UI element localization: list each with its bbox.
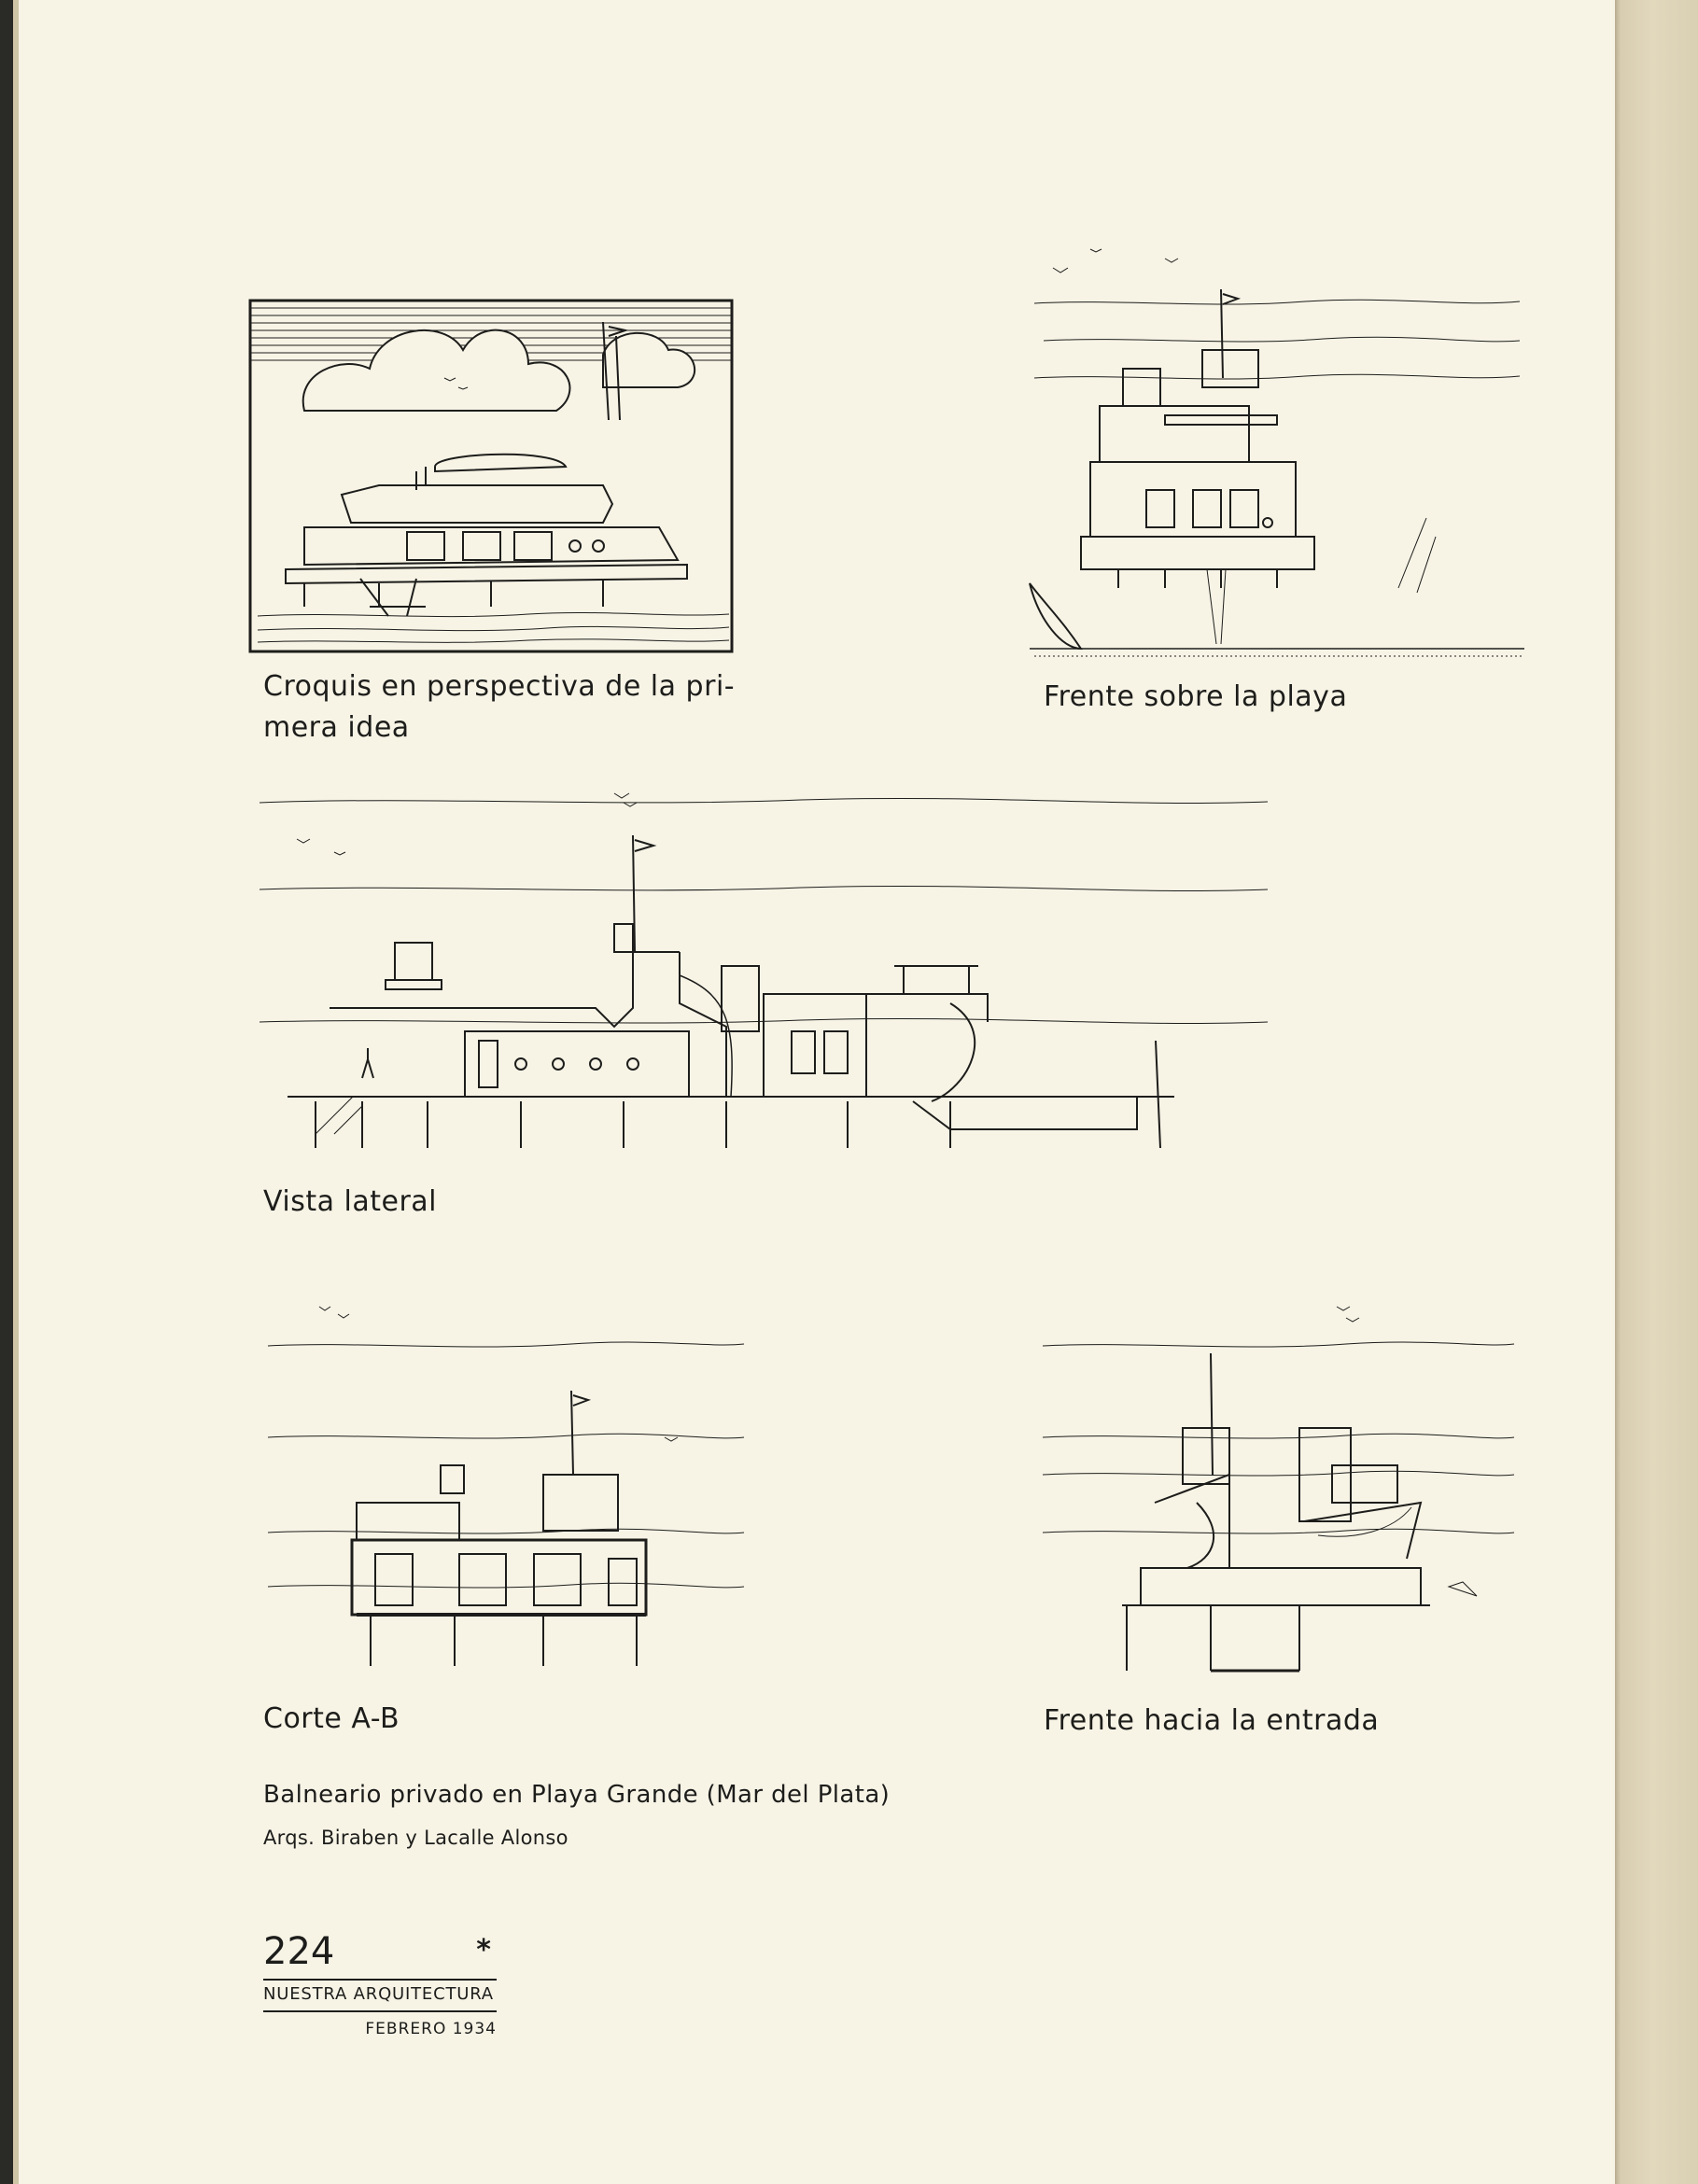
folio-rule-bottom — [263, 2010, 497, 2012]
architects-credit: Arqs. Biraben y Lacalle Alonso — [263, 1827, 568, 1849]
entrance-front-elevation-image — [1038, 1288, 1519, 1680]
section-a-b-image — [263, 1288, 749, 1680]
side-view-elevation-image — [241, 779, 1279, 1167]
beach-front-elevation-image — [1025, 210, 1529, 663]
facing-page-edge — [1615, 0, 1698, 2184]
magazine-title: NUESTRA ARQUITECTURA — [263, 1984, 494, 2004]
caption-section: Corte A-B — [263, 1702, 400, 1735]
issue-date: FEBRERO 1934 — [365, 2020, 497, 2038]
caption-side-view: Vista lateral — [263, 1185, 438, 1218]
caption-perspective: Croquis en perspectiva de la pri- mera idea — [263, 670, 736, 744]
project-title: Balneario privado en Playa Grande (Mar del Plata) — [263, 1781, 891, 1809]
ornament-asterisk: * — [476, 1934, 491, 1967]
page-number: 224 — [263, 1930, 335, 1973]
magazine-page — [19, 0, 1615, 2184]
caption-beach-front: Frente sobre la playa — [1044, 680, 1348, 713]
folio-rule-top — [263, 1979, 497, 1981]
caption-entrance-front: Frente hacia la entrada — [1044, 1704, 1380, 1737]
perspective-sketch-image — [248, 299, 736, 653]
book-binding — [0, 0, 13, 2184]
